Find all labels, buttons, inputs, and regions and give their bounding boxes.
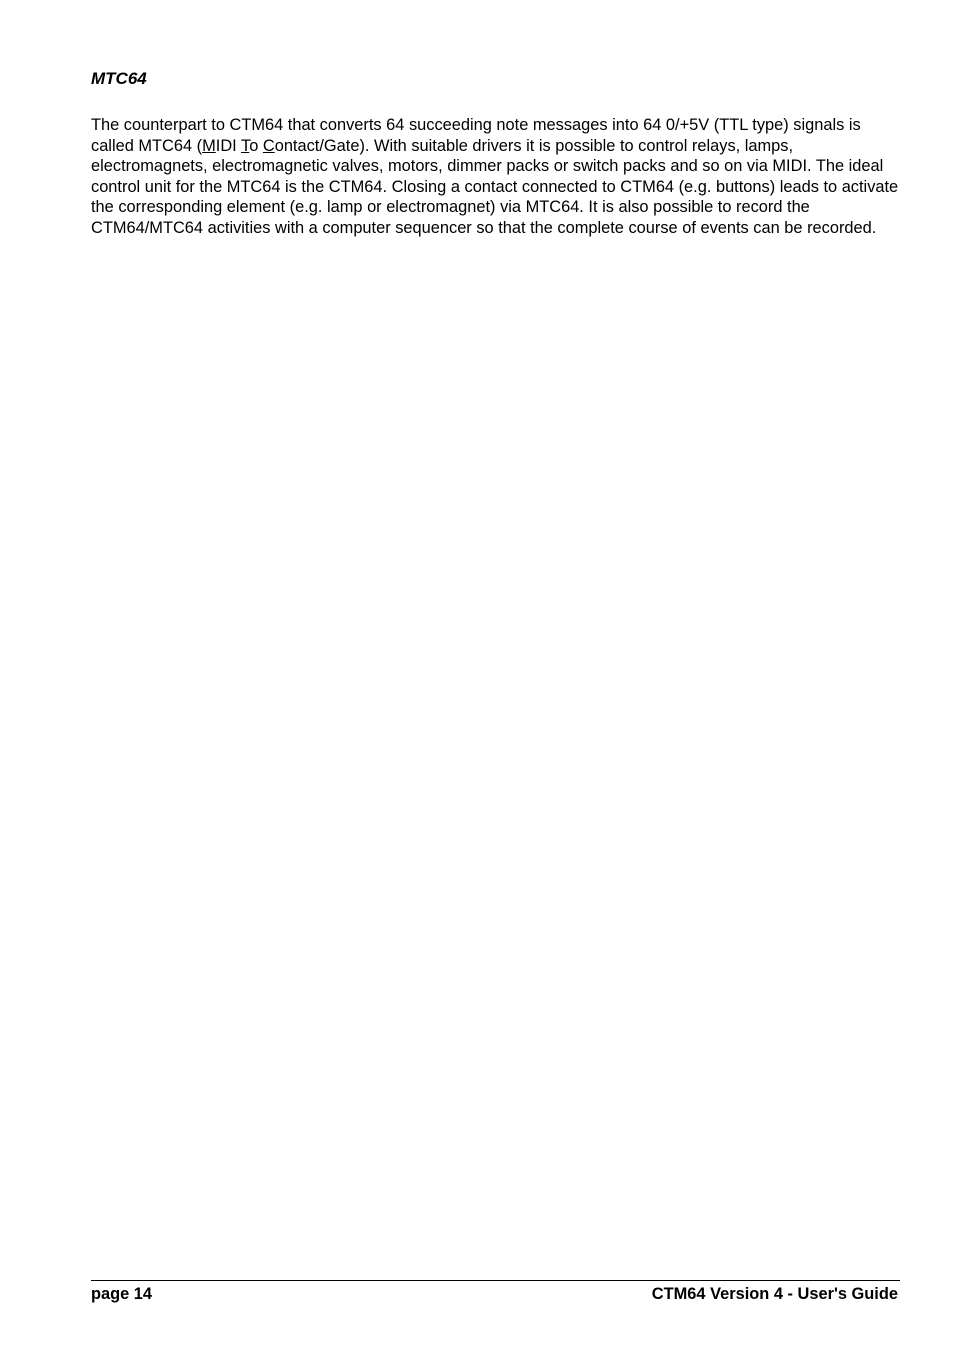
paragraph-text: o	[249, 136, 263, 155]
document-title: CTM64 Version 4 - User's Guide	[651, 1285, 898, 1303]
section-heading: MTC64	[91, 69, 147, 88]
underlined-letter: M	[202, 136, 216, 155]
paragraph-text: The counterpart to CTM64 that converts 64 succeeding note messages into 64 0/+5V (TTL type) signals is called MTC64 (	[91, 116, 861, 155]
body-paragraph	[91, 115, 903, 238]
underlined-letter: C	[262, 136, 275, 155]
page-number: page 14	[91, 1285, 153, 1303]
footer-divider	[91, 1280, 900, 1281]
paragraph-text: IDI	[215, 136, 241, 155]
paragraph-text: ontact/Gate). With suitable drivers it is possible to control relays, lamps, electromagnets, electromagnetic valves, motors, dimmer packs or switch packs and so on via MIDI. The ideal control unit for the MTC64 is the CTM64. Closing a contact connected to CTM64 (e.g. buttons) leads to activate the corresponding element (e.g. lamp or electromagnet) via MTC64. It is also possible to record the CTM64/MTC64 activities with a computer sequencer so that the complete course of events can be recorded.	[91, 136, 899, 237]
underlined-letter: T	[240, 136, 250, 155]
